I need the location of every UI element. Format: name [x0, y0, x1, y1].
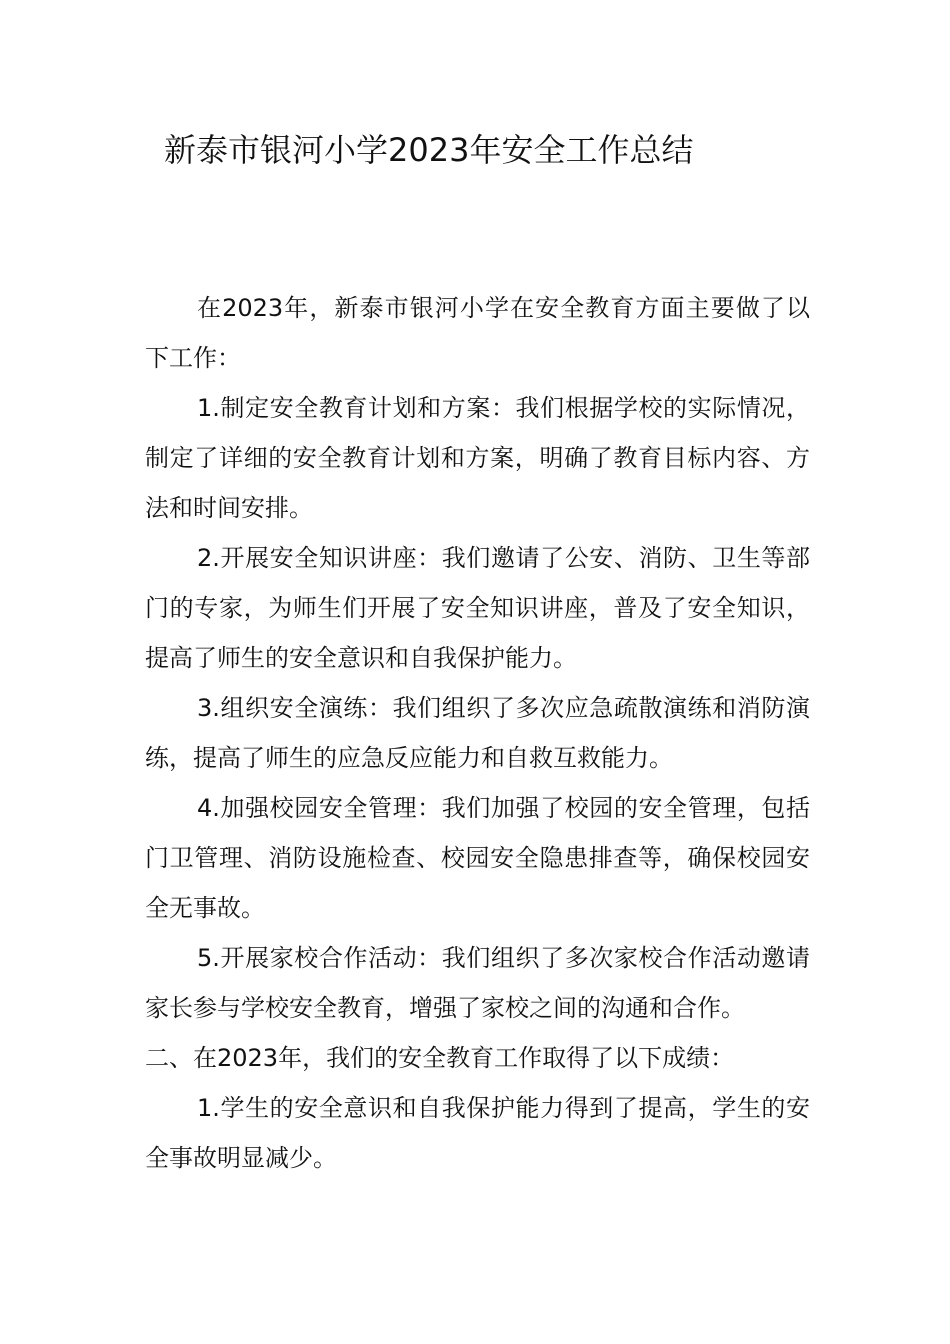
paragraph-item-4: 4.加强校园安全管理：我们加强了校园的安全管理，包括门卫管理、消防设施检查、校园安全隐患排查等，确保校园安全无事故。 [145, 794, 810, 922]
document-title: 新泰市银河小学2023年安全工作总结 [164, 131, 694, 169]
paragraph-item-3: 3.组织安全演练：我们组织了多次应急疏散演练和消防演练，提高了师生的应急反应能力和自救互救能力。 [145, 694, 810, 772]
section-heading-achievements: 二、在2023年，我们的安全教育工作取得了以下成绩： [145, 1044, 735, 1072]
paragraph-item-5: 5.开展家校合作活动：我们组织了多次家校合作活动邀请家长参与学校安全教育，增强了家校之间的沟通和合作。 [145, 944, 810, 1022]
paragraph-intro: 在2023年，新泰市银河小学在安全教育方面主要做了以下工作： [145, 294, 810, 372]
paragraph-achievement-1: 1.学生的安全意识和自我保护能力得到了提高，学生的安全事故明显减少。 [145, 1094, 810, 1172]
document-body [145, 283, 810, 1183]
paragraph-item-2: 2.开展安全知识讲座：我们邀请了公安、消防、卫生等部门的专家，为师生们开展了安全知识讲座，普及了安全知识，提高了师生的安全意识和自我保护能力。 [145, 544, 810, 672]
paragraph-item-1: 1.制定安全教育计划和方案：我们根据学校的实际情况，制定了详细的安全教育计划和方案，明确了教育目标内容、方法和时间安排。 [145, 394, 810, 522]
